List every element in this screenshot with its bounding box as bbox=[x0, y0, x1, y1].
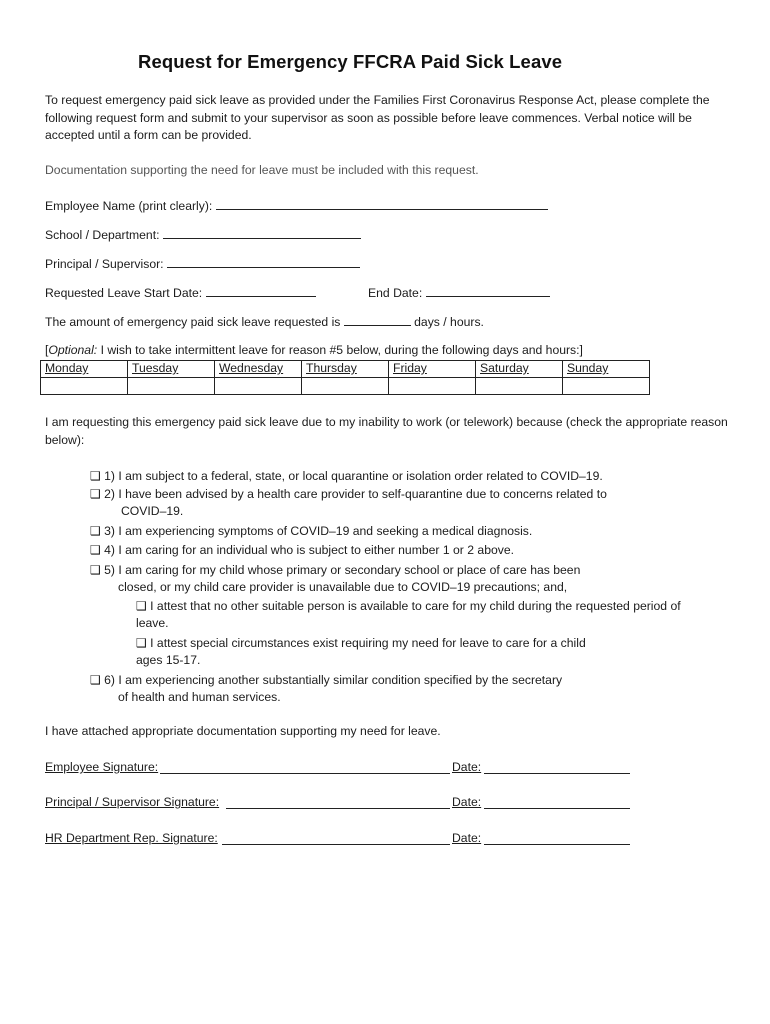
employee-signature-field[interactable] bbox=[160, 773, 450, 774]
reason-intro: I am requesting this emergency paid sick leave due to my inability to work (or telework) because (check the appropriate reason below): bbox=[45, 415, 728, 447]
checkbox-reason-5-sub-2[interactable]: ❑ bbox=[136, 636, 147, 650]
reason-3-text: 3) I am experiencing symptoms of COVID–19 and seeking a medical diagnosis. bbox=[104, 524, 533, 538]
employee-name-field[interactable] bbox=[216, 197, 548, 210]
reason-5-sub-1-text: I attest that no other suitable person is available to care for my child during the requested period of bbox=[150, 599, 681, 613]
hr-date-field[interactable] bbox=[484, 844, 630, 845]
end-date-field[interactable] bbox=[426, 284, 550, 297]
table-row bbox=[41, 378, 650, 395]
reason-6-text: 6) I am experiencing another substantially similar condition specified by the secretary bbox=[104, 673, 563, 687]
hours-wednesday-cell[interactable] bbox=[215, 378, 302, 395]
reason-5-sub-1 bbox=[136, 598, 681, 616]
hr-signature-label: HR Department Rep. Signature: bbox=[45, 831, 218, 845]
end-date-label: End Date: bbox=[368, 286, 423, 300]
start-date-field[interactable] bbox=[206, 284, 316, 297]
hours-tuesday-cell[interactable] bbox=[128, 378, 215, 395]
checkbox-reason-4[interactable]: ❑ bbox=[90, 543, 101, 557]
principal-supervisor-field[interactable] bbox=[167, 255, 360, 268]
employee-name-row bbox=[45, 197, 548, 216]
reason-6 bbox=[90, 672, 562, 690]
amount-field[interactable] bbox=[344, 313, 411, 326]
reason-2-text: 2) I have been advised by a health care provider to self-quarantine due to concerns related to bbox=[104, 487, 607, 501]
checkbox-reason-1[interactable]: ❑ bbox=[90, 469, 101, 483]
hours-sunday-cell[interactable] bbox=[563, 378, 650, 395]
amount-unit: days / hours. bbox=[414, 315, 484, 329]
intro-paragraph: To request emergency paid sick leave as provided under the Families First Coronavirus Response Act, please complete the following request form and submit to your supervisor as soon as possible before leave commences. Verbal notice will be accepted until a form can be provided. bbox=[45, 93, 710, 143]
reason-1 bbox=[90, 468, 603, 486]
page-title: Request for Emergency FFCRA Paid Sick Leave bbox=[138, 51, 563, 72]
end-date-row bbox=[368, 284, 550, 303]
reason-5-continued: closed, or my child care provider is unavailable due to COVID–19 precautions; and, bbox=[118, 580, 568, 594]
principal-date-field[interactable] bbox=[484, 808, 630, 809]
reason-5-sub-2-continued: ages 15-17. bbox=[136, 653, 201, 667]
principal-date-label: Date: bbox=[452, 795, 482, 809]
employee-signature-label: Employee Signature: bbox=[45, 760, 159, 774]
weekday-sunday: Sunday bbox=[563, 361, 650, 378]
checkbox-reason-5[interactable]: ❑ bbox=[90, 563, 101, 577]
amount-label: The amount of emergency paid sick leave requested is bbox=[45, 315, 341, 329]
employee-date-label: Date: bbox=[452, 760, 482, 774]
reason-5-text: 5) I am caring for my child whose primary or secondary school or place of care has been bbox=[104, 563, 581, 577]
weekday-thursday: Thursday bbox=[302, 361, 389, 378]
hours-monday-cell[interactable] bbox=[41, 378, 128, 395]
reason-2-continued: COVID–19. bbox=[121, 504, 184, 518]
weekday-friday: Friday bbox=[389, 361, 476, 378]
school-department-row bbox=[45, 226, 361, 245]
hours-friday-cell[interactable] bbox=[389, 378, 476, 395]
optional-text: I wish to take intermittent leave for reason #5 below, during the following days and hours:] bbox=[100, 343, 583, 357]
principal-supervisor-row bbox=[45, 255, 360, 274]
employee-date-field[interactable] bbox=[484, 773, 630, 774]
employee-name-label: Employee Name (print clearly): bbox=[45, 199, 213, 213]
reason-1-text: 1) I am subject to a federal, state, or local quarantine or isolation order related to COVID–19. bbox=[104, 469, 603, 483]
hr-signature-field[interactable] bbox=[222, 844, 450, 845]
hr-date-label: Date: bbox=[452, 831, 482, 845]
reason-4 bbox=[90, 542, 514, 560]
weekday-saturday: Saturday bbox=[476, 361, 563, 378]
checkbox-reason-2[interactable]: ❑ bbox=[90, 487, 101, 501]
principal-signature-field[interactable] bbox=[226, 808, 450, 809]
reason-5-sub-2 bbox=[136, 635, 586, 653]
checkbox-reason-3[interactable]: ❑ bbox=[90, 524, 101, 538]
start-date-label: Requested Leave Start Date: bbox=[45, 286, 203, 300]
checkbox-reason-5-sub-1[interactable]: ❑ bbox=[136, 599, 147, 613]
hours-thursday-cell[interactable] bbox=[302, 378, 389, 395]
weekday-monday: Monday bbox=[41, 361, 128, 378]
weekday-wednesday: Wednesday bbox=[215, 361, 302, 378]
table-header-row bbox=[41, 361, 650, 378]
reason-5-sub-1-continued: leave. bbox=[136, 616, 169, 630]
principal-supervisor-label: Principal / Supervisor: bbox=[45, 257, 164, 271]
start-date-row bbox=[45, 284, 316, 303]
amount-row bbox=[45, 313, 484, 332]
weekday-tuesday: Tuesday bbox=[128, 361, 215, 378]
reason-6-continued: of health and human services. bbox=[118, 690, 281, 704]
documentation-note: Documentation supporting the need for leave must be included with this request. bbox=[45, 163, 479, 177]
hours-saturday-cell[interactable] bbox=[476, 378, 563, 395]
optional-label: Optional: bbox=[48, 343, 98, 357]
reason-3 bbox=[90, 523, 532, 541]
intermittent-schedule-table bbox=[40, 360, 650, 395]
reason-4-text: 4) I am caring for an individual who is subject to either number 1 or 2 above. bbox=[104, 543, 515, 557]
attached-statement: I have attached appropriate documentation supporting my need for leave. bbox=[45, 724, 441, 738]
school-department-field[interactable] bbox=[163, 226, 361, 239]
reason-5 bbox=[90, 562, 580, 580]
optional-line: [Optional: I wish to take intermittent leave for reason #5 below, during the following days and hours:] bbox=[45, 343, 583, 357]
reason-5-sub-2-text: I attest special circumstances exist requiring my need for leave to care for a child bbox=[150, 636, 586, 650]
principal-signature-label: Principal / Supervisor Signature: bbox=[45, 795, 220, 809]
reason-2 bbox=[90, 486, 607, 504]
checkbox-reason-6[interactable]: ❑ bbox=[90, 673, 101, 687]
school-department-label: School / Department: bbox=[45, 228, 160, 242]
